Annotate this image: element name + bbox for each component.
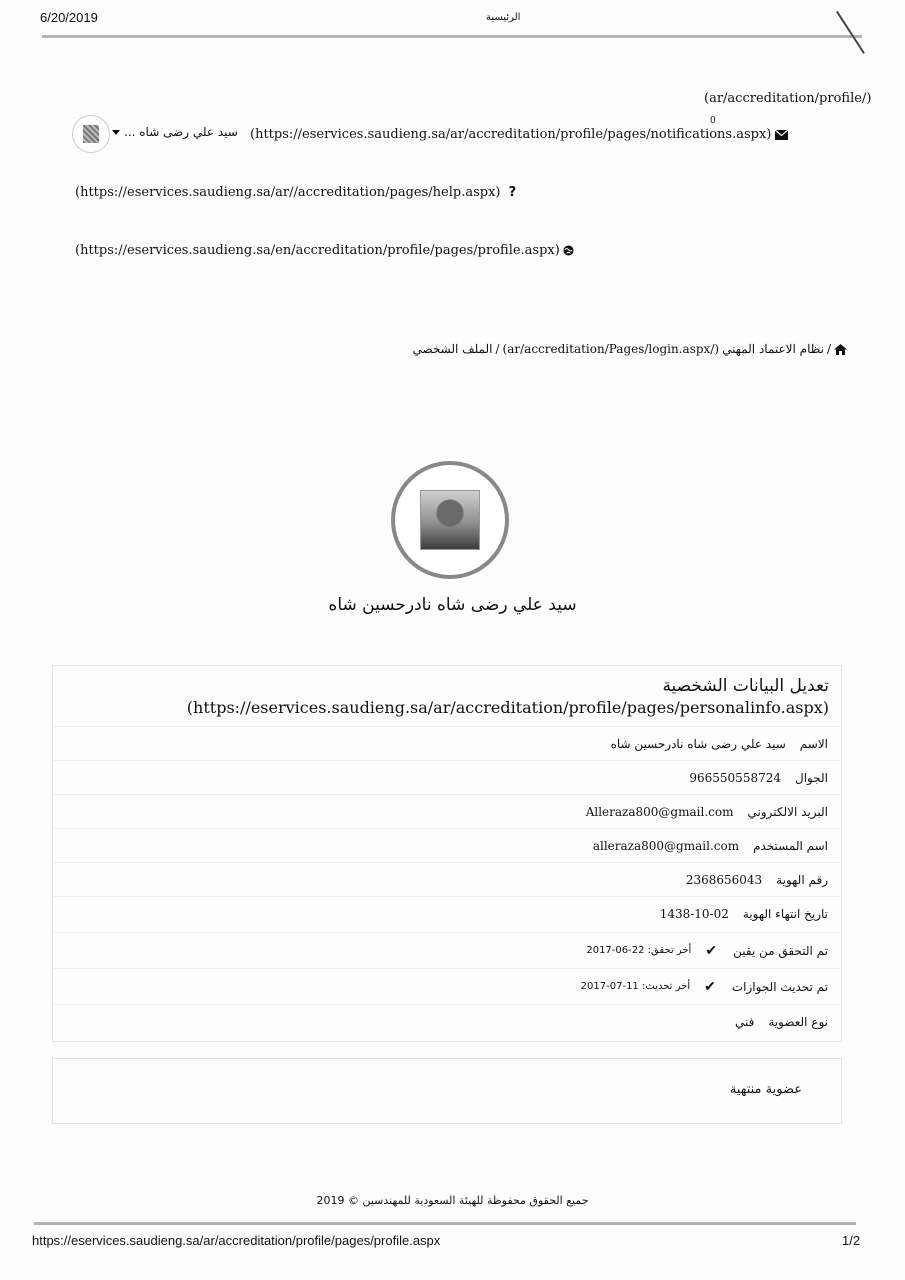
- copyright-text: جميع الحقوق محفوظة للهيئة السعودية للمهندسين © 2019: [316, 1194, 589, 1207]
- help-link[interactable]: [75, 185, 516, 200]
- breadcrumb: [413, 342, 848, 356]
- field-row-id-expiry: [52, 896, 840, 930]
- field-value: سيد علي رضى شاه نادرحسين شاه: [610, 736, 786, 751]
- field-value: alleraza800@gmail.com: [592, 838, 740, 853]
- user-menu-dropdown[interactable]: [112, 125, 238, 139]
- profile-name: سيد علي رضى شاه نادرحسين شاه: [328, 595, 577, 615]
- field-value: 966550558724: [689, 770, 781, 785]
- print-page-url: https://eservices.saudieng.sa/ar/accreditation/profile/pages/profile.aspx: [32, 1233, 441, 1248]
- checkmark-icon: ✔: [705, 942, 718, 959]
- avatar-thumbnail: [83, 125, 99, 143]
- field-label: اسم المستخدم: [753, 838, 828, 853]
- print-page-number: 1/2: [842, 1233, 861, 1248]
- language-switch-link[interactable]: [75, 243, 574, 258]
- field-label: الجوال: [795, 770, 828, 785]
- field-row-email: [52, 794, 840, 828]
- help-url[interactable]: (https://eservices.saudieng.sa/ar//accreditation/pages/help.aspx): [75, 185, 501, 200]
- field-row-name: [52, 726, 840, 760]
- field-row-username: [52, 828, 840, 862]
- question-mark-icon: ?: [508, 185, 517, 200]
- verification-date: أخر تحديث: 11-07-2017: [580, 981, 691, 992]
- field-label: رقم الهوية: [776, 872, 828, 887]
- breadcrumb-item-accreditation[interactable]: نظام الاعتماد المهني: [722, 342, 824, 356]
- globe-icon: [563, 245, 574, 256]
- membership-status-box: [52, 1058, 842, 1124]
- user-menu-label: سيد علي رضى شاه ...: [124, 125, 238, 139]
- verification-row-passports: [52, 968, 840, 1004]
- verification-row-yakeen: [52, 932, 840, 968]
- field-row-id-number: [52, 862, 840, 896]
- field-value: Alleraza800@gmail.com: [585, 804, 734, 819]
- home-icon[interactable]: [834, 344, 847, 355]
- print-date: 6/20/2019: [40, 10, 98, 25]
- print-page-title: الرئيسية: [486, 12, 521, 23]
- field-value: 2368656043: [685, 872, 763, 887]
- pen-mark: [836, 11, 865, 54]
- field-value: فني: [734, 1014, 755, 1029]
- edit-personal-info-url[interactable]: (https://eservices.saudieng.sa/ar/accreditation/profile/pages/personalinfo.aspx): [186, 698, 829, 717]
- notifications-url[interactable]: (https://eservices.saudieng.sa/ar/accreditation/profile/pages/notifications.aspx): [250, 127, 772, 142]
- field-value: 1438-10-02: [659, 906, 729, 921]
- verification-label: تم تحديث الجوازات: [731, 979, 828, 994]
- field-label: البريد الالكتروني: [747, 804, 828, 819]
- bottom-scan-line: [34, 1222, 856, 1225]
- verification-label: تم التحقق من يقين: [733, 943, 828, 958]
- field-label: تاريخ انتهاء الهوية: [742, 906, 828, 921]
- profile-photo: [420, 490, 480, 550]
- top-scan-line: [42, 35, 862, 38]
- edit-personal-info-title[interactable]: تعديل البيانات الشخصية: [662, 676, 829, 696]
- field-row-membership: [52, 1004, 840, 1038]
- language-url[interactable]: (https://eservices.saudieng.sa/en/accreditation/profile/pages/profile.aspx): [75, 243, 560, 258]
- notifications-link[interactable]: [250, 116, 788, 142]
- caret-down-icon: [112, 130, 120, 135]
- edit-personal-info-link[interactable]: [187, 676, 829, 717]
- envelope-icon: [775, 130, 788, 140]
- checkmark-icon: ✔: [704, 978, 716, 995]
- notification-count-badge: 0: [710, 116, 716, 126]
- field-label: الاسم: [799, 736, 828, 751]
- verification-date: أخر تحقق: 22-06-2017: [586, 945, 692, 956]
- profile-avatar: [391, 461, 509, 579]
- breadcrumb-separator: /: [826, 342, 831, 356]
- field-label: نوع العضوية: [768, 1014, 828, 1029]
- home-link[interactable]: (ar/accreditation/profile/): [704, 91, 872, 106]
- user-avatar-small[interactable]: [72, 115, 110, 153]
- breadcrumb-separator: /: [495, 342, 500, 356]
- membership-status: عضوية منتهية: [729, 1082, 802, 1097]
- breadcrumb-item-accreditation-url[interactable]: (/ar/accreditation/Pages/login.aspx): [502, 342, 720, 356]
- breadcrumb-item-profile: الملف الشخصي: [412, 342, 493, 356]
- field-row-mobile: [52, 760, 840, 794]
